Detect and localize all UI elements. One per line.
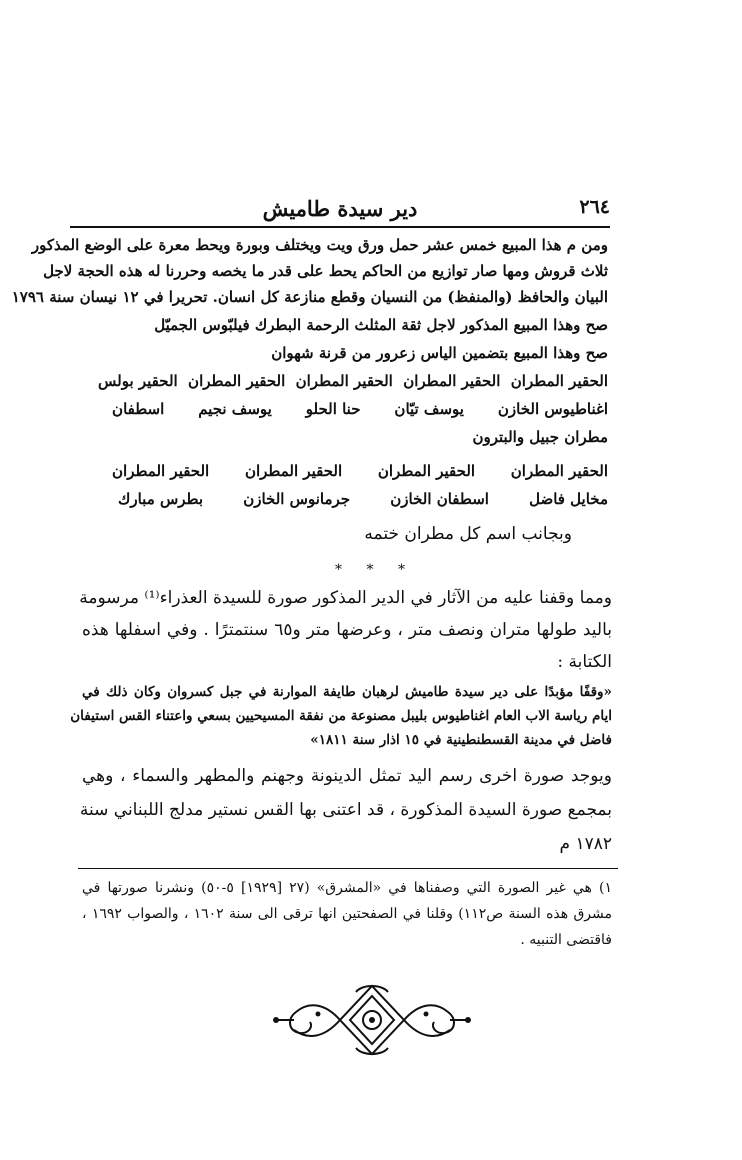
signature-titles-row — [112, 462, 608, 480]
signature-title: الحقير المطران — [188, 372, 286, 390]
inscription-line: ايام رياسة الاب العام اغناطيوس بليبل مصنوعة من نفقة المسيحيين بسعي واعتناء القس استيفان — [70, 708, 612, 724]
body-line: ومما وقفنا عليه من الآثار في الدير المذكور صورة للسيدة العذراء⁽¹⁾ مرسومة — [79, 588, 612, 608]
body-line: الكتابة : — [557, 652, 612, 672]
signature-title: الحقير المطران — [510, 372, 608, 390]
signature-title: الحقير المطران — [510, 462, 608, 480]
footnote-line: مشرق هذه السنة ص١١٢) وقلنا في الصفحتين انها ترقى الى سنة ١٦٠٢ ، والصواب ١٦٩٢ ، — [82, 906, 613, 922]
signature-name: يوسف نجيم — [198, 400, 272, 418]
section-divider-stars: * * * — [335, 562, 415, 578]
page-title: دير سيدة طاميش — [262, 196, 418, 221]
page-number: ٢٦٤ — [579, 196, 610, 218]
signature-titles-row — [98, 372, 608, 390]
body-line: ويوجد صورة اخرى رسم اليد تمثل الدينونة وجهنم والمطهر والسماء ، وهي — [82, 766, 612, 786]
inscription-line: «وقفًا مؤبدًا على دير سيدة طاميش لرهبان طايفة الموارنة في جبل كسروان وكان ذلك في — [82, 684, 612, 700]
signature-extra: مطران جبيل والبترون — [472, 428, 608, 446]
running-header — [70, 192, 610, 228]
document-line: ومن م هذا المبيع خمس عشر حمل ورق ويت ويختلف وبورة ويحط معرة على الوضع المذكور — [31, 236, 608, 254]
signature-title: الحقير المطران — [112, 462, 210, 480]
document-line: ثلاث قروش ومها صار توازيع من الحاكم يحط على قدر ما يخصه وحررنا له هذه الحجة لاجل — [43, 262, 608, 280]
document-line: صح وهذا المبيع المذكور لاجل ثقة المثلث الرحمة البطرك فيلبّوس الجميّل — [154, 316, 608, 334]
signature-title: الحقير المطران — [377, 462, 476, 480]
signature-title: الحقير المطران — [244, 462, 343, 480]
signature-title: الحقير المطران — [295, 372, 393, 390]
signature-names-row — [112, 400, 608, 418]
document-line: البيان والحافظ (والمنفظ) من النسيان وقطع منازعة كل انسان. تحريرا في ١٢ نيسان سنة ١٧٩٦ — [11, 288, 608, 306]
ornamental-vignette-icon — [272, 980, 472, 1060]
signature-name: يوسف تيّان — [394, 400, 464, 418]
body-line: ١٧٨٢ م — [559, 834, 612, 854]
signature-names-row — [118, 490, 608, 508]
signature-title: الحقير بولس — [98, 372, 178, 390]
signature-title: الحقير المطران — [403, 372, 501, 390]
seal-note: وبجانب اسم كل مطران ختمه — [364, 524, 572, 544]
footnote-line: فاقتضى التنبيه . — [520, 932, 612, 948]
footnote-rule — [78, 868, 618, 869]
document-line: صح وهذا المبيع بتضمين الياس زعرور من قرنة شهوان — [271, 344, 608, 362]
signature-name: اغناطيوس الخازن — [497, 400, 608, 418]
inscription-line: فاضل في مدينة القسطنطينية في ١٥ اذار سنة ١٨١١» — [310, 732, 612, 748]
footnote-line: ١) هي غير الصورة التي وصفناها في «المشرق» (٢٧ [١٩٢٩] ٥-٥٠) ونشرنا صورتها في — [82, 880, 613, 896]
body-line: باليد طولها متران ونصف متر ، وعرضها متر و٦٥ سنتمترًا . وفي اسفلها هذه — [82, 620, 612, 640]
signature-name: بطرس مبارك — [118, 490, 204, 508]
body-line: بمجمع صورة السيدة المذكورة ، قد اعتنى بها القس نستير مدلج اللبناني سنة — [79, 800, 612, 820]
signature-name: اسطفان — [112, 400, 165, 418]
signature-name: مخايل فاضل — [529, 490, 608, 508]
signature-name: جرمانوس الخازن — [243, 490, 351, 508]
signature-name: اسطفان الخازن — [390, 490, 489, 508]
signature-name: حنا الحلو — [305, 400, 361, 418]
